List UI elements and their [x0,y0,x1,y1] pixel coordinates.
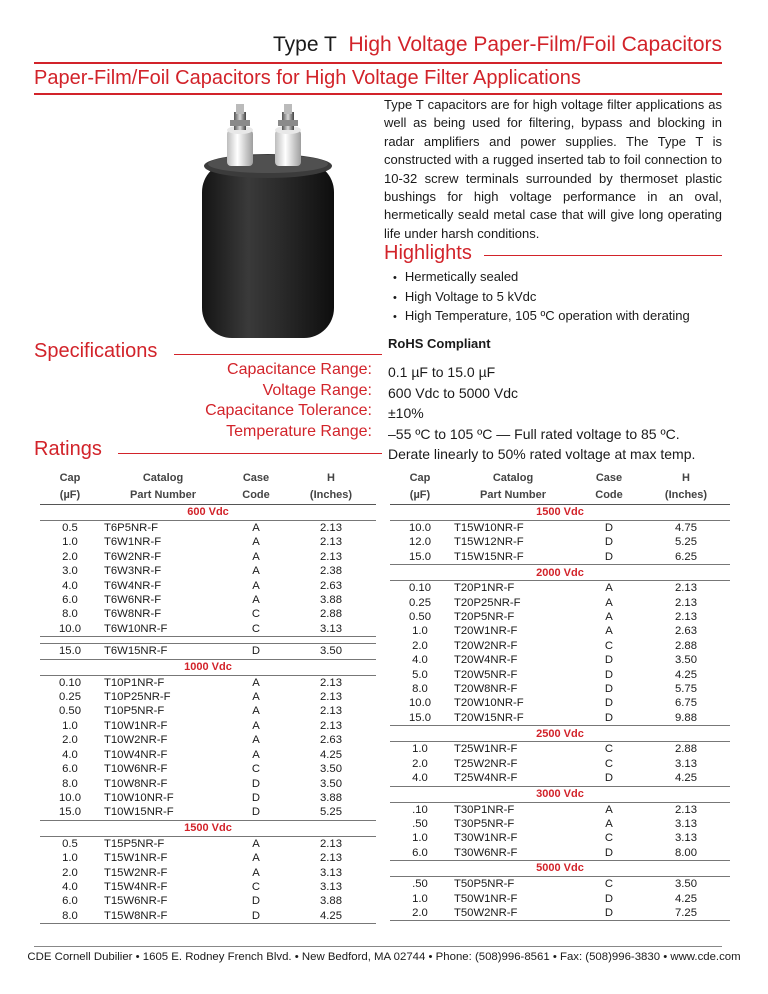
case-code: A [252,594,260,607]
cap-value: 8.0 [62,777,78,790]
catalog-number: T25W1NR-F [450,742,576,757]
table-row [390,846,730,861]
cap-value: 2.0 [412,757,428,770]
height-value: 2.88 [675,639,697,652]
table-row [390,771,730,786]
height-value: 2.13 [675,611,697,624]
col-case-sub: Code [226,487,286,505]
height-value: 2.13 [642,581,730,596]
case-code: A [226,521,286,536]
catalog-number: T15W12NR-F [454,536,524,549]
spec-values [388,362,695,465]
height-value: 3.13 [320,880,342,893]
intro-paragraph: Type T capacitors are for high voltage filter applications as well as being used for filtering, bypass and blocking in radar amplifiers and power supplies. The Type T is constructed with a rugged inserted tab to foil connection to 10-32 screw terminals surrounded by thermoset plastic bushings for high voltage performance in an oval, hermetically seald metal case that will give long operating life under harsh conditions. [384,97,722,241]
cap-value: 4.0 [62,748,78,761]
spec-value-tolerance: ±10% [388,405,424,421]
height-value: 2.13 [642,802,730,817]
table-row [40,748,376,762]
case-code: A [252,748,260,761]
cap-value: 5.0 [412,668,428,681]
height-value: 2.13 [675,596,697,609]
col-catalog-header: Catalog [142,472,184,485]
height-value: 3.88 [320,594,342,607]
case-code: A [605,625,613,638]
height-value: 3.50 [675,654,697,667]
page-title [273,33,722,57]
height-value: 4.25 [675,892,697,905]
cap-value: 2.0 [62,734,78,747]
cap-value: 15.0 [390,711,450,726]
table-row [40,607,376,621]
height-value: 2.13 [286,836,376,851]
cap-value: 0.10 [390,581,450,596]
spec-value-voltage: 600 Vdc to 5000 Vdc [388,384,518,401]
spec-label-capacitance: Capacitance Range: [227,361,372,378]
case-code: A [226,836,286,851]
catalog-number: T6W2NR-F [104,550,162,563]
catalog-number: T20W8NR-F [454,683,518,696]
table-row [40,535,376,549]
catalog-number: T6W10NR-F [100,622,226,637]
footer-divider [34,946,722,947]
cap-value: 0.5 [40,521,100,536]
table-row [40,564,376,578]
table-row [40,690,376,704]
case-code: A [252,550,260,563]
catalog-number: T6W1NR-F [104,536,162,549]
table-row [40,733,376,747]
case-code: A [576,581,642,596]
col-catalog-header: Catalog [492,472,534,485]
catalog-number: T6W15NR-F [100,644,226,659]
height-value: 2.13 [320,852,342,865]
cap-value: 10.0 [409,697,431,710]
highlights-heading: Highlights [384,242,472,264]
table-row [390,610,730,624]
catalog-number: T15W10NR-F [450,521,576,536]
table-row [390,682,730,696]
ratings-heading: Ratings [34,438,102,460]
height-value: 5.25 [286,805,376,820]
catalog-number: T25W4NR-F [450,771,576,786]
table-row [40,894,376,908]
height-value: 2.63 [675,625,697,638]
catalog-number: T15W6NR-F [104,895,168,908]
spec-label-tolerance: Capacitance Tolerance: [205,402,372,419]
col-catalog-sub: Part Number [100,487,226,505]
highlight-item: • High Voltage to 5 kVdc [393,288,690,308]
case-code: C [576,877,642,892]
height-value: 3.50 [286,644,376,659]
cap-value: 4.0 [412,654,428,667]
rohs-badge: RoHS Compliant [388,336,491,351]
col-h-header: H [682,472,690,485]
height-value: 2.13 [320,536,342,549]
table-row [40,644,376,659]
catalog-number: T25W2NR-F [454,757,518,770]
specifications-divider [174,354,382,355]
table-row [40,777,376,791]
table-row [40,762,376,776]
table-row [40,704,376,718]
table-row [40,880,376,894]
footer-contact: CDE Cornell Dubilier • 1605 E. Rodney French Blvd. • New Bedford, MA 02744 • Phone: (508)996-8561 • Fax: (508)996-3830 • www.cde.com [27,951,741,963]
case-code: A [252,719,260,732]
cap-value: 3.0 [62,565,78,578]
cap-value: 1.0 [62,536,78,549]
catalog-number: T20W4NR-F [454,654,518,667]
catalog-number: T10P25NR-F [104,691,171,704]
height-value: 7.25 [642,906,730,921]
catalog-number: T20P5NR-F [454,611,515,624]
cap-value: 2.0 [390,906,450,921]
highlight-item: • Hermetically sealed [393,268,690,288]
specifications-heading: Specifications [34,340,158,362]
height-value: 8.00 [642,846,730,861]
case-code: D [576,846,642,861]
height-value: 2.13 [286,521,376,536]
cap-value: 1.0 [412,892,428,905]
catalog-number: T10W6NR-F [104,763,168,776]
voltage-section-header: 1500 Vdc [184,822,232,835]
voltage-section-header: 5000 Vdc [536,862,584,875]
catalog-number: T20W10NR-F [454,697,524,710]
cap-value: 0.5 [40,836,100,851]
table-row [40,719,376,733]
cap-value: 1.0 [62,852,78,865]
catalog-number: T20W1NR-F [454,625,518,638]
catalog-number: T20W15NR-F [450,711,576,726]
table-row [40,805,376,820]
catalog-number: T10W8NR-F [104,777,168,790]
col-cap-header: Cap [59,472,81,485]
case-code: A [252,705,260,718]
case-code: C [576,742,642,757]
cap-value: 1.0 [412,625,428,638]
height-value: 4.25 [320,748,342,761]
cap-value: 2.0 [62,866,78,879]
height-value: 3.13 [286,622,376,637]
case-code: C [604,757,614,770]
height-value: 3.50 [642,877,730,892]
cap-value: .50 [412,817,428,830]
table-row [390,906,730,921]
catalog-number: T50P5NR-F [450,877,576,892]
catalog-number: T10P5NR-F [104,705,165,718]
table-row [390,802,730,817]
height-value: 2.88 [642,742,730,757]
table-row [390,535,730,549]
case-code: A [605,596,613,609]
col-case-header: Case [242,472,270,485]
case-code: A [252,866,260,879]
table-row [390,550,730,565]
catalog-number: T15W15NR-F [450,550,576,565]
height-value: 2.63 [320,579,342,592]
table-row [40,675,376,690]
table-row [390,639,730,653]
catalog-number: T6W4NR-F [104,579,162,592]
col-h-unit: (Inches) [642,487,730,505]
col-h-header: H [327,472,335,485]
case-code: A [252,852,260,865]
case-code: A [226,675,286,690]
col-catalog-sub: Part Number [450,487,576,505]
table-row [40,866,376,880]
cap-value: .50 [390,877,450,892]
cap-value: 1.0 [390,742,450,757]
case-code: D [251,895,261,908]
height-value: 6.25 [642,550,730,565]
cap-value: 1.0 [412,832,428,845]
cap-value: 0.25 [59,691,81,704]
table-row [390,581,730,596]
table-row [390,624,730,638]
cap-value: 6.0 [390,846,450,861]
title-main: High Voltage Paper-Film/Foil Capacitors [348,33,722,56]
cap-value: 8.0 [40,909,100,924]
case-code: C [251,763,261,776]
table-row [390,757,730,771]
case-code: A [605,817,613,830]
height-value: 3.13 [675,757,697,770]
voltage-section-header: 2500 Vdc [536,727,584,740]
catalog-number: T30W1NR-F [454,832,518,845]
table-row [390,831,730,845]
case-code: A [252,565,260,578]
table-row [390,596,730,610]
table-row [40,521,376,536]
col-case-sub: Code [576,487,642,505]
case-code: D [576,521,642,536]
height-value: 6.75 [675,697,697,710]
catalog-number: T10W15NR-F [100,805,226,820]
col-case-header: Case [595,472,623,485]
height-value: 2.13 [320,719,342,732]
cap-value: 0.50 [409,611,431,624]
cap-value: 4.0 [62,880,78,893]
case-code: A [605,611,613,624]
height-value: 3.50 [320,763,342,776]
cap-value: 6.0 [62,763,78,776]
table-row [40,836,376,851]
col-cap-unit: (µF) [40,487,100,505]
cap-value: 6.0 [62,895,78,908]
highlight-item: • High Temperature, 105 ºC operation with derating [393,307,690,327]
case-code: D [576,550,642,565]
capacitor-photo [180,100,360,340]
height-value: 2.13 [320,705,342,718]
height-value: 5.75 [675,683,697,696]
table-row [40,622,376,637]
catalog-number: T50W2NR-F [450,906,576,921]
case-code: D [251,777,261,790]
table-row [390,711,730,726]
table-row [390,521,730,536]
table-row [390,877,730,892]
catalog-number: T6W3NR-F [104,565,162,578]
case-code: C [251,880,261,893]
catalog-number: T15P5NR-F [100,836,226,851]
height-value: 3.13 [320,866,342,879]
height-value: 3.88 [320,791,342,804]
table-row [390,742,730,757]
case-code: D [576,906,642,921]
catalog-number: T30W6NR-F [450,846,576,861]
voltage-section-header: 3000 Vdc [536,787,584,800]
case-code: D [604,892,614,905]
catalog-number: T10W10NR-F [104,791,174,804]
height-value: 2.13 [286,675,376,690]
catalog-number: T15W8NR-F [100,909,226,924]
height-value: 5.25 [675,536,697,549]
cap-value: 0.50 [59,705,81,718]
table-row [390,653,730,667]
table-row [40,909,376,924]
case-code: D [576,711,642,726]
spec-value-temperature: –55 ºC to 105 ºC — Full rated voltage to 85 ºC. [388,425,680,442]
case-code: C [604,639,614,652]
cap-value: 10.0 [40,622,100,637]
cap-value: 10.0 [59,791,81,804]
spec-label-voltage: Voltage Range: [262,381,372,399]
case-code: D [604,654,614,667]
title-divider [34,62,722,64]
table-row [390,817,730,831]
cap-value: 15.0 [40,805,100,820]
cap-value: 6.0 [62,594,78,607]
height-value: 2.38 [320,565,342,578]
height-value: 2.13 [320,550,342,563]
voltage-section-header: 2000 Vdc [536,566,584,579]
height-value: 2.63 [320,734,342,747]
catalog-number: T15W4NR-F [104,880,168,893]
cap-value: 0.10 [40,675,100,690]
cap-value: 2.0 [62,550,78,563]
voltage-section-header: 1000 Vdc [184,660,232,673]
table-row [40,791,376,805]
title-prefix: Type T [273,33,337,56]
height-value: 2.88 [320,608,342,621]
case-code: A [252,734,260,747]
catalog-number: T15W2NR-F [104,866,168,879]
table-row [390,696,730,710]
height-value: 9.88 [642,711,730,726]
table-row [40,579,376,593]
cap-value: 2.0 [412,639,428,652]
case-code: D [251,791,261,804]
catalog-number: T20W5NR-F [454,668,518,681]
case-code: D [226,644,286,659]
case-code: D [226,909,286,924]
spec-value-capacitance: 0.1 µF to 15.0 µF [388,364,496,380]
cap-value: 8.0 [412,683,428,696]
height-value: 4.25 [642,771,730,786]
catalog-number: T10W2NR-F [104,734,168,747]
height-value: 3.50 [320,777,342,790]
ratings-divider [118,453,382,454]
case-code: C [226,622,286,637]
catalog-number: T20P1NR-F [450,581,576,596]
table-row [390,668,730,682]
catalog-number: T6W8NR-F [104,608,162,621]
case-code: A [576,802,642,817]
cap-value: 15.0 [40,644,100,659]
cap-value: 4.0 [62,579,78,592]
height-value: 2.13 [320,691,342,704]
cap-value: 15.0 [390,550,450,565]
highlights-divider [484,255,722,256]
col-h-unit: (Inches) [286,487,376,505]
catalog-number: T6W6NR-F [104,594,162,607]
cap-value: 4.0 [390,771,450,786]
height-value: 4.75 [642,521,730,536]
case-code: C [251,608,261,621]
spec-labels [205,360,372,442]
case-code: D [226,805,286,820]
cap-value: 0.25 [409,596,431,609]
catalog-number: T15W1NR-F [104,852,168,865]
case-code: D [604,668,614,681]
height-value: 3.13 [675,817,697,830]
ratings-table-left [40,470,376,924]
ratings-table-right [390,470,730,921]
catalog-number: T20P25NR-F [454,596,521,609]
table-row [40,593,376,607]
case-code: A [252,536,260,549]
catalog-number: T50W1NR-F [454,892,518,905]
catalog-number: T10W1NR-F [104,719,168,732]
highlights-list [393,268,690,327]
catalog-number: T10P1NR-F [100,675,226,690]
cap-value: 10.0 [390,521,450,536]
case-code: D [604,697,614,710]
case-code: C [604,832,614,845]
cap-value: 8.0 [62,608,78,621]
cap-value: .10 [390,802,450,817]
table-row [40,550,376,564]
height-value: 3.88 [320,895,342,908]
cap-value: 1.0 [62,719,78,732]
case-code: A [252,691,260,704]
catalog-number: T6P5NR-F [100,521,226,536]
height-value: 4.25 [675,668,697,681]
height-value: 4.25 [286,909,376,924]
cap-value: 12.0 [409,536,431,549]
spec-value-derating: Derate linearly to 50% rated voltage at max temp. [388,446,696,462]
voltage-section-header: 1500 Vdc [536,506,584,519]
voltage-section-header: 600 Vdc [187,506,229,519]
case-code: D [604,683,614,696]
page-subtitle: Paper-Film/Foil Capacitors for High Voltage Filter Applications [34,67,581,89]
case-code: D [576,771,642,786]
case-code: A [252,579,260,592]
catalog-number: T30P5NR-F [454,817,515,830]
height-value: 3.13 [675,832,697,845]
case-code: D [604,536,614,549]
table-row [40,851,376,865]
catalog-number: T10W4NR-F [104,748,168,761]
table-row [390,892,730,906]
catalog-number: T20W2NR-F [454,639,518,652]
col-cap-unit: (µF) [390,487,450,505]
subtitle-divider [34,93,722,95]
spec-label-temperature: Temperature Range: [226,422,372,440]
col-cap-header: Cap [409,472,431,485]
catalog-number: T30P1NR-F [450,802,576,817]
